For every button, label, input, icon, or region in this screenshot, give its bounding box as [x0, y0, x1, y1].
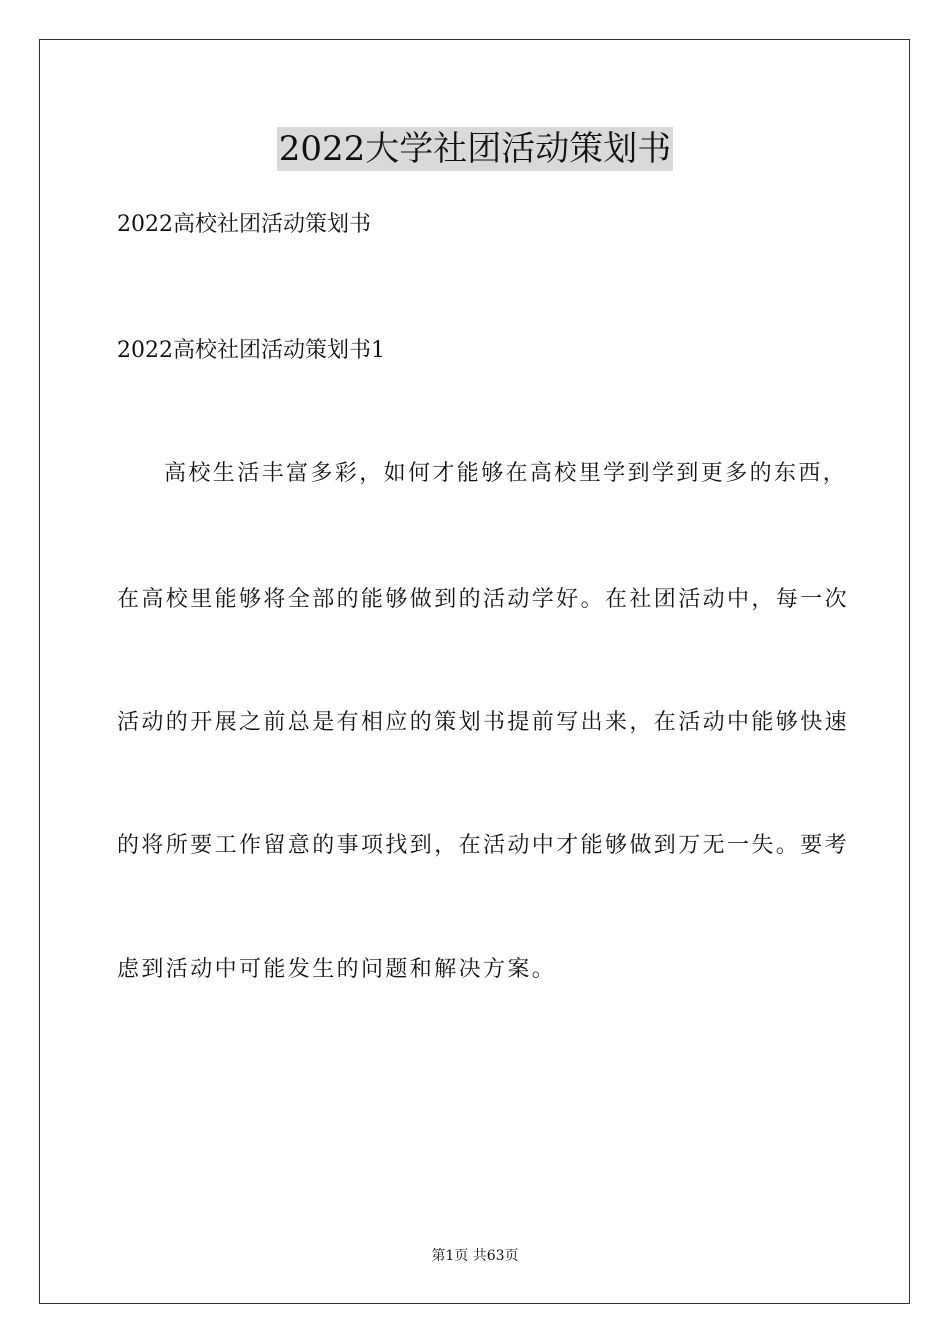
- paragraph-line: 高校生活丰富多彩，如何才能够在高校里学到学到更多的东西，: [164, 461, 848, 486]
- paragraph-line: 虑到活动中可能发生的问题和解决方案。: [117, 957, 557, 982]
- title-container: [0, 127, 950, 171]
- page-number-footer: 第1页 共63页: [431, 1248, 519, 1264]
- document-title: 2022大学社团活动策划书: [278, 129, 672, 169]
- paragraph-line: 的将所要工作留意的事项找到，在活动中才能够做到万无一失。要考: [117, 833, 850, 858]
- paragraph-line: 在高校里能够将全部的能够做到的活动学好。在社团活动中，每一次: [117, 587, 850, 612]
- document-subtitle: 2022高校社团活动策划书: [117, 212, 371, 237]
- section-heading: 2022高校社团活动策划书1: [117, 338, 385, 363]
- paragraph-line: 活动的开展之前总是有相应的策划书提前写出来，在活动中能够快速: [117, 710, 850, 735]
